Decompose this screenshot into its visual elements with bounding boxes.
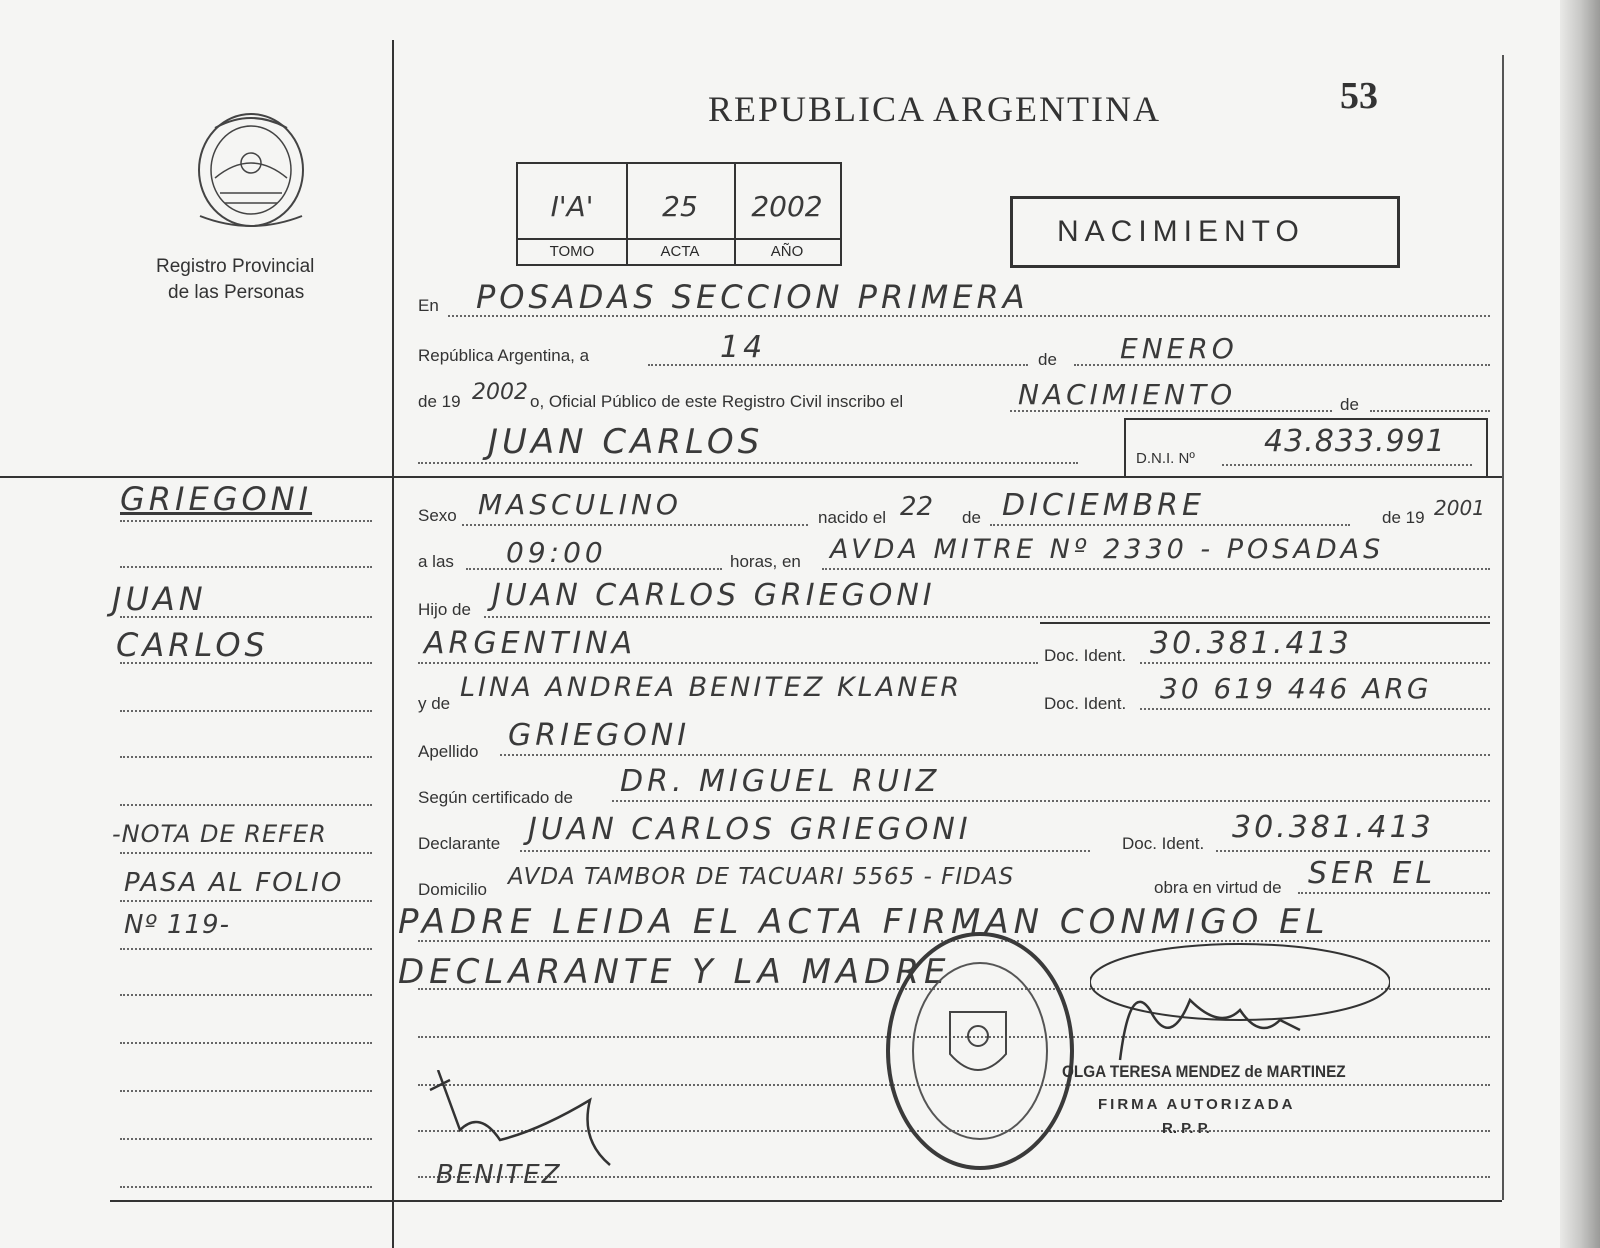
margin-line-2 xyxy=(120,566,372,568)
en-value: POSADAS SECCION PRIMERA xyxy=(476,278,1029,316)
margin-line-3 xyxy=(120,616,372,618)
official-stamp xyxy=(886,932,1074,1170)
father-doc-value: 30.381.413 xyxy=(1150,626,1352,661)
margin-line-14 xyxy=(120,1138,372,1140)
declarante-value: JUAN CARLOS GRIEGONI xyxy=(528,812,972,847)
stamp-shield-icon xyxy=(946,1006,1010,1086)
registry-line-2: de las Personas xyxy=(168,282,305,303)
alas-label: a las xyxy=(418,552,454,571)
certifier-line xyxy=(612,800,1490,802)
declarant-signature-icon xyxy=(420,1070,630,1170)
anio-label: AÑO xyxy=(734,238,840,264)
sexo-label: Sexo xyxy=(418,506,457,525)
page-edge xyxy=(1560,0,1600,1248)
margin-line-7 xyxy=(120,804,372,806)
official-name: OLGA TERESA MENDEZ de MARTINEZ xyxy=(1062,1062,1346,1081)
page-number: 53 xyxy=(1340,75,1378,117)
margin-line-1 xyxy=(120,520,372,522)
tomo-cell xyxy=(518,164,628,264)
declarante-line xyxy=(520,850,1090,852)
registry-line-1: Registro Provincial xyxy=(156,256,315,277)
apellido-line xyxy=(500,754,1490,756)
country-title: REPUBLICA ARGENTINA xyxy=(708,89,1162,129)
sexo-line xyxy=(462,524,808,526)
act-type-value: NACIMIENTO xyxy=(1018,378,1237,411)
note-line-2-value: DECLARANTE Y LA MADRE xyxy=(398,952,951,992)
birth-year-value: 2001 xyxy=(1434,496,1485,520)
left-signature-name: BENITEZ xyxy=(436,1160,562,1190)
child-names-value: JUAN CARLOS xyxy=(488,422,764,462)
mother-doc-value: 30 619 446 ARG xyxy=(1160,672,1432,705)
de-line-2 xyxy=(1370,410,1490,412)
year-label-post: o, Oficial Público de este Registro Civil inscribo el xyxy=(530,392,904,411)
margin-surname: GRIEGONI xyxy=(120,480,313,518)
sexo-value: MASCULINO xyxy=(478,488,682,521)
margin-name-2: CARLOS xyxy=(116,626,269,664)
authorized-label: FIRMA AUTORIZADA xyxy=(1098,1096,1296,1113)
misiones-emblem-icon xyxy=(190,108,312,232)
year-value: 2002 xyxy=(472,380,528,405)
nationality-line xyxy=(418,662,1038,664)
blank-line-4 xyxy=(418,1176,1490,1178)
acta-cell xyxy=(626,164,736,264)
declarante-label: Declarante xyxy=(418,834,501,853)
father-value: JUAN CARLOS GRIEGONI xyxy=(492,578,936,613)
child-names-line xyxy=(418,462,1078,464)
year-label-pre: de 19 xyxy=(418,392,461,411)
type-label: NACIMIENTO xyxy=(1057,215,1305,248)
margin-line-13 xyxy=(120,1090,372,1092)
nacido-label: nacido el xyxy=(818,508,887,527)
doc-label-declarante: Doc. Ident. xyxy=(1122,834,1205,853)
margin-line-11 xyxy=(120,994,372,996)
de19-label: de 19 xyxy=(1382,508,1425,527)
birth-place-value: AVDA MITRE Nº 2330 - POSADAS xyxy=(830,534,1385,565)
tomo-label: TOMO xyxy=(518,238,626,264)
margin-line-4 xyxy=(120,662,372,664)
de-label-2: de xyxy=(1340,395,1359,414)
domicilio-value: AVDA TAMBOR DE TACUARI 5565 - FIDAS xyxy=(508,864,1015,890)
domicilio-label: Domicilio xyxy=(418,880,487,899)
day-line xyxy=(648,364,1028,366)
birth-month-value: DICIEMBRE xyxy=(1002,488,1205,523)
apellido-value: GRIEGONI xyxy=(508,718,691,753)
dni-value: 43.833.991 xyxy=(1264,424,1446,459)
anio-cell xyxy=(734,164,840,264)
dni-box xyxy=(1124,418,1488,478)
birth-time-value: 09:00 xyxy=(506,536,607,569)
birth-month-line xyxy=(990,524,1350,526)
margin-note-3: Nº 119- xyxy=(124,910,230,940)
dni-label: D.N.I. Nº xyxy=(1136,450,1195,467)
doc-label-mother: Doc. Ident. xyxy=(1044,694,1127,713)
record-box xyxy=(516,162,842,266)
mother-value: LINA ANDREA BENITEZ KLANER xyxy=(460,672,963,703)
margin-line-10 xyxy=(120,948,372,950)
margin-line-5 xyxy=(120,710,372,712)
horas-label: horas, en xyxy=(730,552,801,571)
obra-label: obra en virtud de xyxy=(1154,878,1282,897)
tomo-value: I'A' xyxy=(550,190,594,223)
de-label-3: de xyxy=(962,508,981,527)
doc-label-father: Doc. Ident. xyxy=(1044,646,1127,665)
segun-label: Según certificado de xyxy=(418,788,573,807)
margin-line-15 xyxy=(120,1186,372,1188)
obra-line xyxy=(1298,892,1490,894)
divider-vertical xyxy=(392,40,394,1248)
day-value: 14 xyxy=(720,330,767,365)
yde-label: y de xyxy=(418,694,451,713)
certifier-value: DR. MIGUEL RUIZ xyxy=(620,764,941,799)
margin-name-1: JUAN xyxy=(112,580,207,618)
margin-note-1: -NOTA DE REFER xyxy=(112,820,327,848)
margin-line-8 xyxy=(120,852,372,854)
margin-line-12 xyxy=(120,1042,372,1044)
type-box xyxy=(1010,196,1400,268)
obra-value: SER EL xyxy=(1308,856,1437,891)
dni-line xyxy=(1222,464,1472,466)
anio-value: 2002 xyxy=(751,190,823,223)
month-value: ENERO xyxy=(1120,332,1238,365)
birth-day-value: 22 xyxy=(900,492,934,522)
de-label: de xyxy=(1038,350,1057,369)
margin-line-9 xyxy=(120,900,372,902)
divider-right xyxy=(1502,55,1504,1200)
father-rule xyxy=(1040,622,1490,624)
divider-horizontal-bottom xyxy=(110,1200,1502,1202)
father-doc-line xyxy=(1140,662,1490,664)
apellido-label: Apellido xyxy=(418,742,479,761)
declarante-doc-value: 30.381.413 xyxy=(1232,810,1434,845)
republica-label: República Argentina, a xyxy=(418,346,590,365)
official-signature-icon xyxy=(1090,940,1390,1070)
father-line xyxy=(484,616,1490,618)
margin-note-2: PASA AL FOLIO xyxy=(124,868,344,898)
en-label: En xyxy=(418,296,439,315)
acta-label: ACTA xyxy=(626,238,734,264)
note-line-1-value: PADRE LEIDA EL ACTA FIRMAN CONMIGO EL xyxy=(398,902,1330,942)
declarante-doc-line xyxy=(1216,850,1490,852)
father-nationality-value: ARGENTINA xyxy=(424,626,637,661)
margin-line-6 xyxy=(120,756,372,758)
authorized-initials: R. P. P. xyxy=(1162,1120,1210,1137)
hijo-label: Hijo de xyxy=(418,600,471,619)
mother-doc-line xyxy=(1140,708,1490,710)
place-line xyxy=(822,568,1490,570)
acta-value: 25 xyxy=(662,190,698,223)
